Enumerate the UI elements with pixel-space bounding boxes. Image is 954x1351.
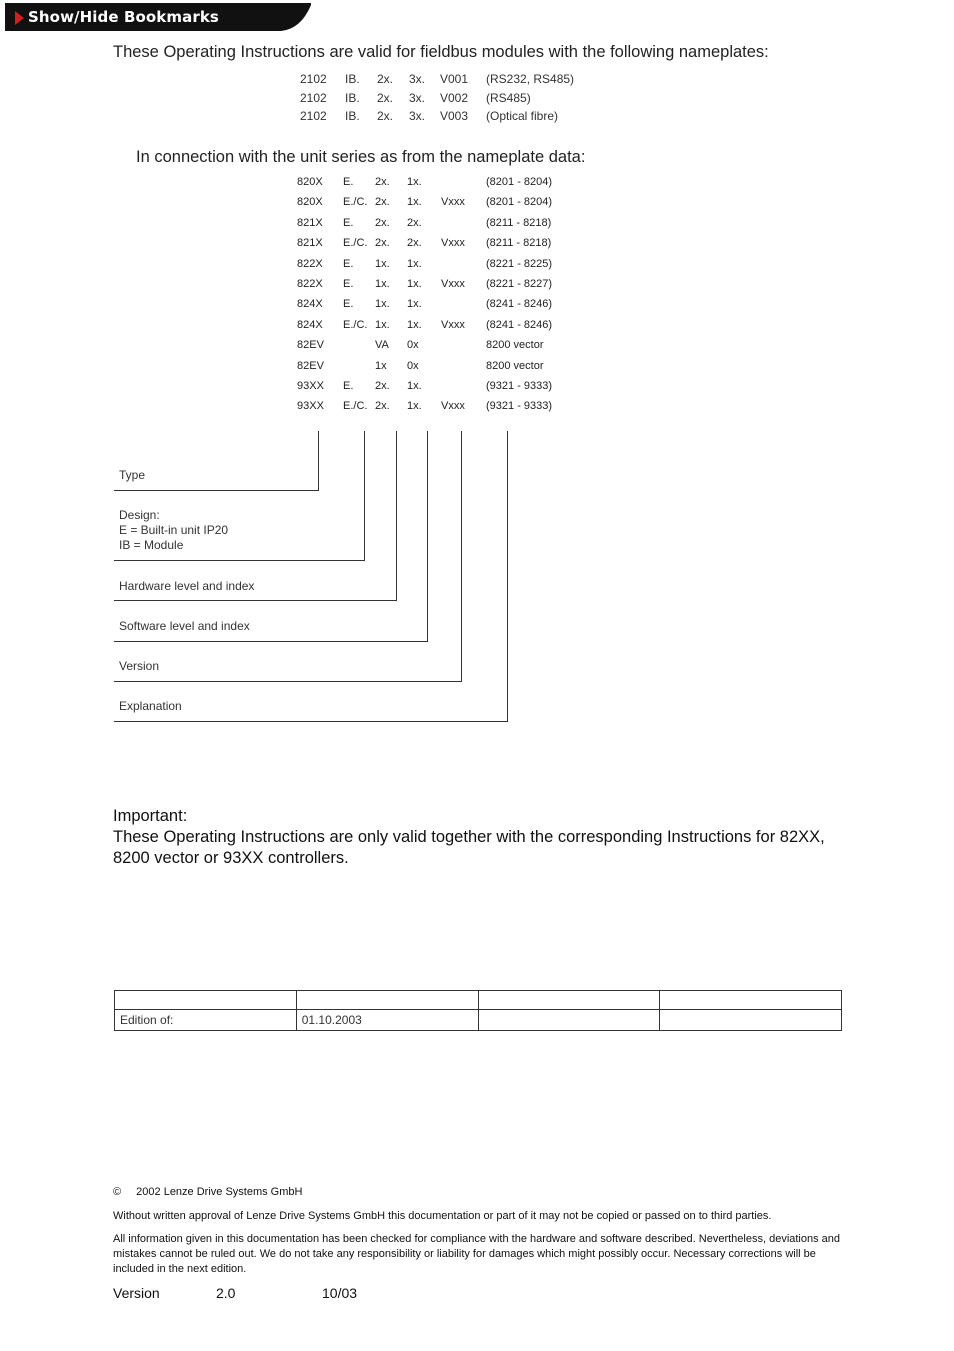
unit-series-cell: (8221 - 8227) <box>486 278 553 290</box>
unit-series-cell: E./C. <box>343 400 368 413</box>
unit-series-cell: 2x. <box>375 400 390 413</box>
type-underline <box>114 490 319 491</box>
version-number: 2.0 <box>216 1285 236 1301</box>
unit-series-cell: 82EV <box>297 359 324 372</box>
unit-series-cell: 820X <box>297 196 323 209</box>
unit-series-cell: 1x. <box>375 278 390 290</box>
unit-series-cell: Vxxx <box>441 278 465 290</box>
unit-series-cell: 0x <box>407 339 419 352</box>
version-connector <box>461 431 462 681</box>
edition-cell <box>660 991 842 1010</box>
copyright-symbol: © <box>113 1186 122 1198</box>
unit-series-cell: 1x. <box>407 257 422 270</box>
design-label <box>119 508 228 553</box>
edition-cell <box>660 1010 842 1031</box>
nameplate-cell: 3x. <box>409 109 426 123</box>
unit-series-cell: 1x. <box>375 318 390 331</box>
unit-series-cell: 822X <box>297 278 323 290</box>
design-e: E = Built-in unit IP20 <box>119 523 229 537</box>
design-ib: IB = Module <box>119 538 184 552</box>
unit-series-cell: 2x. <box>375 380 390 392</box>
unit-series-cell: 8200 vector <box>486 339 544 352</box>
nameplate-cell: 2102 <box>300 109 327 123</box>
unit-series-cell: 2x. <box>375 237 390 250</box>
unit-series-cell: E. <box>343 298 354 311</box>
unit-series-cell: 1x. <box>407 278 422 290</box>
design-connector <box>364 431 365 560</box>
unit-series-cell: 1x. <box>407 318 422 331</box>
nameplate-cell: 2102 <box>300 90 327 105</box>
edition-date: 01.10.2003 <box>296 1010 478 1031</box>
unit-series-cell: 93XX <box>297 400 324 413</box>
explanation-underline <box>114 721 508 722</box>
hardware-connector <box>396 431 397 600</box>
hardware-label: Hardware level and index <box>119 579 255 593</box>
nameplate-cell: 2x. <box>377 72 394 86</box>
bookmark-tab-label: Show/Hide Bookmarks <box>28 8 219 26</box>
unit-series-cell: 1x. <box>407 196 422 209</box>
edition-cell <box>115 991 297 1010</box>
unit-series-cell: 8200 vector <box>486 359 544 372</box>
unit-series-cell: 1x. <box>375 257 390 270</box>
nameplate-cell: 3x. <box>409 90 426 105</box>
unit-series-cell: 0x <box>407 359 419 372</box>
unit-series-cell: E. <box>343 176 354 188</box>
unit-series-cell: Vxxx <box>441 318 465 331</box>
edition-table <box>114 990 842 1031</box>
nameplate-cell: V002 <box>440 90 469 105</box>
version-label: Version <box>119 659 160 673</box>
unit-series-cell: Vxxx <box>441 237 465 250</box>
unit-series-cell: E. <box>343 216 354 229</box>
nameplate-cell: IB. <box>345 109 360 123</box>
unit-series-cell: E. <box>343 278 354 290</box>
unit-series-cell: E./C. <box>343 237 368 250</box>
nameplate-cell: (RS232, RS485) <box>486 72 575 86</box>
unit-series-cell: 1x. <box>375 298 390 311</box>
unit-series-cell: 93XX <box>297 380 324 392</box>
unit-series-cell: 2x. <box>375 196 390 209</box>
unit-series-cell: 1x <box>375 359 387 372</box>
unit-series-cell: 1x. <box>407 400 422 413</box>
unit-series-cell: (8211 - 8218) <box>486 237 552 250</box>
unit-series-cell: E./C. <box>343 196 368 209</box>
unit-series-cell: 2x. <box>375 216 390 229</box>
unit-series-cell: 821X <box>297 237 323 250</box>
unit-series-cell: 1x. <box>407 298 422 311</box>
unit-series-cell: (8201 - 8204) <box>486 196 553 209</box>
edition-row-blank <box>115 991 842 1010</box>
edition-row <box>115 1010 842 1031</box>
explanation-label: Explanation <box>119 699 182 713</box>
version-underline <box>114 681 462 682</box>
unit-series-cell: (8201 - 8204) <box>486 176 553 188</box>
disclaimer-notice: All information given in this documentation has been checked for compliance with the hardware and software described. Nevertheless, deviations and mistakes cannot be ruled out. We do not take any responsibility or liability for damages which might possibly occur. Necessary corrections will be included in the next edition. <box>113 1233 841 1275</box>
approval-notice: Without written approval of Lenze Drive Systems GmbH this documentation or part of it may not be copied or passed on to third parties. <box>113 1210 772 1222</box>
version-row <box>113 1285 513 1305</box>
copyright-line <box>113 1185 848 1200</box>
nameplate-cell: V003 <box>440 109 469 123</box>
unit-series-cell: 822X <box>297 257 323 270</box>
unit-series-cell: Vxxx <box>441 400 465 413</box>
hardware-underline <box>114 600 397 601</box>
unit-series-cell: 2x. <box>407 237 422 250</box>
unit-series-cell: (8241 - 8246) <box>486 298 553 311</box>
nameplate-cell: IB. <box>345 90 360 105</box>
unit-series-cell: 82EV <box>297 339 324 352</box>
edition-cell <box>296 991 478 1010</box>
unit-series-cell: 2x. <box>407 216 422 229</box>
unit-series-cell: 824X <box>297 298 323 311</box>
nameplate-cell: 2102 <box>300 72 327 86</box>
nameplate-cell: 2x. <box>377 90 394 105</box>
edition-label: Edition of: <box>115 1010 297 1031</box>
nameplate-cell: 3x. <box>409 72 426 86</box>
unit-series-cell: 821X <box>297 216 323 229</box>
unit-series-cell: Vxxx <box>441 196 465 209</box>
nameplate-cell: IB. <box>345 72 360 86</box>
type-label: Type <box>119 468 146 482</box>
unit-series-cell: VA <box>375 339 389 352</box>
unit-series-cell: E. <box>343 257 354 270</box>
version-date: 10/03 <box>322 1285 358 1301</box>
design-title: Design: <box>119 508 160 522</box>
type-connector <box>318 431 319 490</box>
unit-series-cell: (8221 - 8225) <box>486 257 553 270</box>
design-underline <box>114 560 365 561</box>
version-label: Version <box>113 1285 160 1301</box>
show-hide-bookmarks-button[interactable] <box>5 3 311 31</box>
unit-series-cell: 1x. <box>407 380 422 392</box>
important-title: Important: <box>113 807 188 825</box>
edition-cell <box>478 991 660 1010</box>
software-underline <box>114 641 428 642</box>
unit-series-cell: (8211 - 8218) <box>486 216 552 229</box>
software-label: Software level and index <box>119 619 250 633</box>
unit-series-intro: In connection with the unit series as from the nameplate data: <box>136 148 586 166</box>
nameplate-cell: (Optical fibre) <box>486 109 559 123</box>
unit-series-cell: 1x. <box>407 176 422 188</box>
intro-text: These Operating Instructions are valid for fieldbus modules with the following nameplates: <box>113 43 769 61</box>
explanation-connector <box>507 431 508 721</box>
unit-series-cell: 824X <box>297 318 323 331</box>
edition-cell <box>478 1010 660 1031</box>
unit-series-cell: E./C. <box>343 318 368 331</box>
software-connector <box>427 431 428 641</box>
unit-series-cell: 820X <box>297 176 323 188</box>
copyright-text: 2002 Lenze Drive Systems GmbH <box>136 1186 303 1198</box>
unit-series-cell: 2x. <box>375 176 390 188</box>
triangle-right-icon <box>15 11 24 25</box>
nameplate-cell: 2x. <box>377 109 394 123</box>
unit-series-cell: (9321 - 9333) <box>486 380 553 392</box>
unit-series-cell: E. <box>343 380 354 392</box>
unit-series-cell: (8241 - 8246) <box>486 318 553 331</box>
unit-series-cell: (9321 - 9333) <box>486 400 553 413</box>
nameplate-cell: V001 <box>440 72 469 86</box>
important-text: These Operating Instructions are only valid together with the corresponding Instructions for 82XX, 8200 vector or 93XX controllers. <box>113 828 825 867</box>
nameplate-cell: (RS485) <box>486 90 531 105</box>
